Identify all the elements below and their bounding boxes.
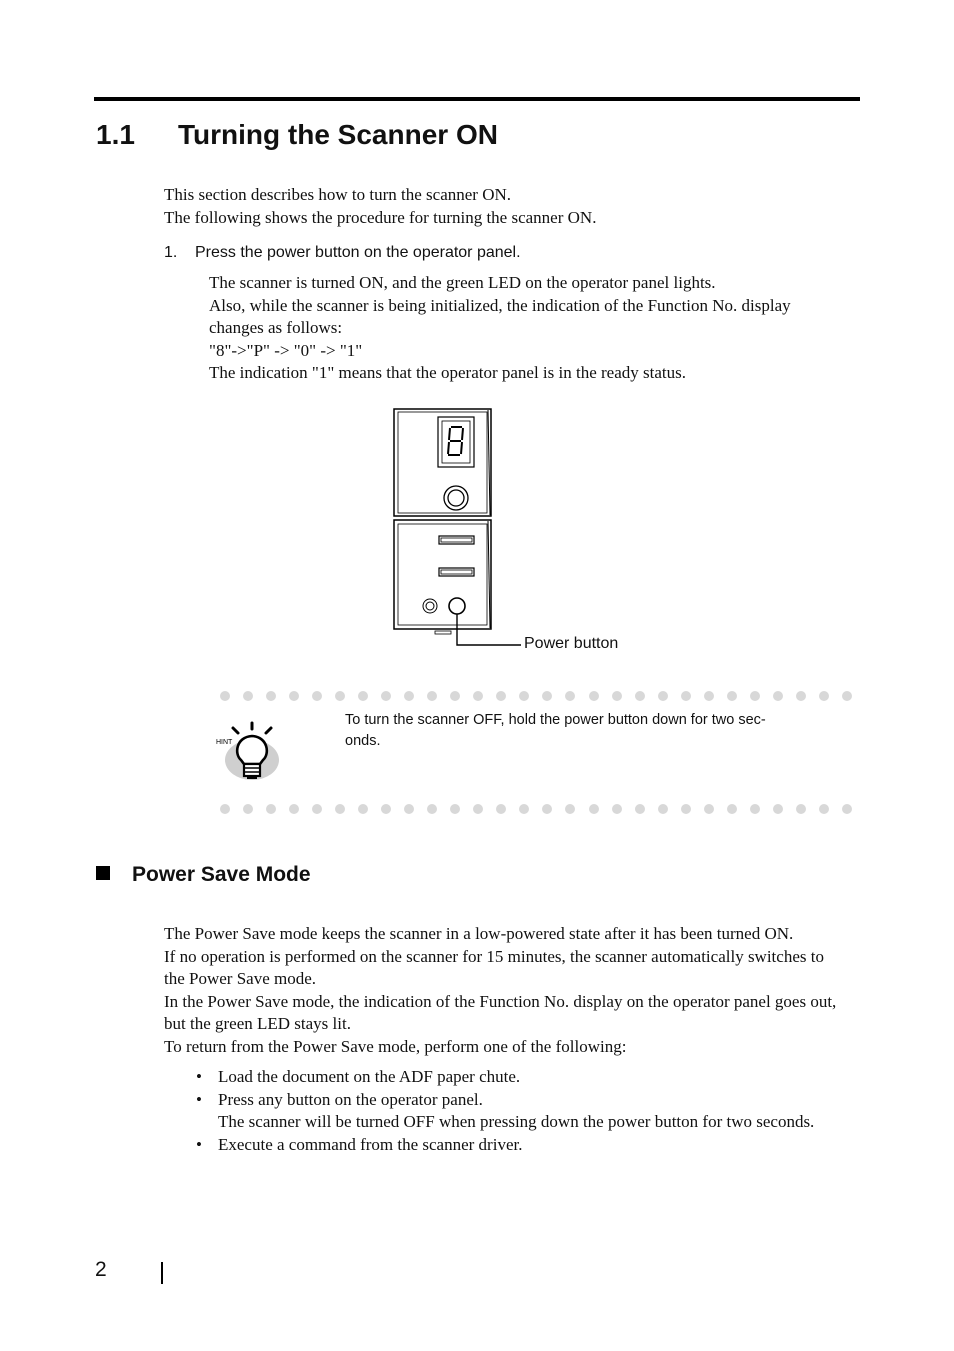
section-heading — [96, 113, 498, 157]
hint-text — [345, 710, 835, 752]
power-save-heading-text: Power Save Mode — [132, 863, 311, 886]
power-save-heading — [96, 860, 311, 890]
power-save-bullet-list — [192, 1066, 872, 1156]
intro-paragraph — [164, 184, 864, 229]
step-number: 1. — [164, 244, 178, 261]
hint-text-line: To turn the scanner OFF, hold the power button down for two sec- — [345, 712, 766, 728]
list-item-text: Load the document on the ADF paper chute. — [218, 1067, 521, 1086]
top-rule — [94, 97, 860, 101]
page-number: 2 — [95, 1258, 107, 1281]
step-description-line: The indication "1" means that the operator panel is in the ready status. — [209, 363, 686, 382]
intro-line: This section describes how to turn the scanner ON. — [164, 185, 511, 204]
power-save-line: In the Power Save mode, the indication of the Function No. display on the operator panel goes out, — [164, 991, 837, 1011]
power-save-line: the Power Save mode. — [164, 969, 317, 988]
list-item: • Execute a command from the scanner driver. — [196, 1134, 523, 1154]
step-description-line: Also, while the scanner is being initialized, the indication of the Function No. display — [209, 295, 791, 315]
list-item-note-text: The scanner will be turned OFF when pressing down the power button for two seconds. — [218, 1112, 815, 1131]
power-save-line: To return from the Power Save mode, perform one of the following: — [164, 1036, 627, 1056]
power-button-callout: Power button — [524, 635, 619, 652]
step-description-line: changes as follows: — [209, 318, 343, 337]
hint-top-dotted-rule — [220, 690, 852, 702]
step-1 — [164, 242, 521, 264]
section-number: 1.1 — [96, 119, 135, 150]
hint-text-line: onds. — [345, 733, 381, 749]
power-save-line: If no operation is performed on the scanner for 15 minutes, the scanner automatically switches to — [164, 946, 824, 966]
step-description-line: "8"->"P" -> "0" -> "1" — [209, 340, 363, 360]
hint-badge-label: HINT — [216, 739, 233, 746]
round-button-icon — [444, 486, 468, 510]
list-item-text: Execute a command from the scanner driver. — [218, 1134, 523, 1154]
heading-square-icon — [96, 866, 110, 880]
slot-button-icon — [439, 568, 474, 576]
step-description-line: The scanner is turned ON, and the green LED on the operator panel lights. — [209, 273, 716, 292]
step-description — [209, 272, 859, 385]
power-save-line: The Power Save mode keeps the scanner in a low-powered state after it has been turned ON. — [164, 924, 794, 943]
list-item: • Press any button on the operator panel. — [196, 1089, 483, 1109]
list-item: • Load the document on the ADF paper chute. — [196, 1067, 521, 1086]
section-title: Turning the Scanner ON — [178, 119, 498, 150]
power-save-paragraph — [164, 923, 864, 1058]
power-save-line: but the green LED stays lit. — [164, 1014, 351, 1033]
led-icon — [423, 599, 437, 613]
step-text: Press the power button on the operator panel. — [195, 244, 521, 261]
operator-panel-figure — [380, 400, 650, 662]
power-button-icon — [449, 598, 465, 614]
intro-line: The following shows the procedure for turning the scanner ON. — [164, 207, 597, 227]
footer-bar — [161, 1262, 163, 1284]
list-item-text: Press any button on the operator panel. — [218, 1089, 483, 1109]
function-number-display — [438, 417, 474, 467]
hint-bottom-dotted-rule — [220, 803, 852, 815]
hint-lightbulb-icon — [212, 720, 284, 784]
list-item-note — [192, 1111, 872, 1134]
slot-button-icon — [439, 536, 474, 544]
